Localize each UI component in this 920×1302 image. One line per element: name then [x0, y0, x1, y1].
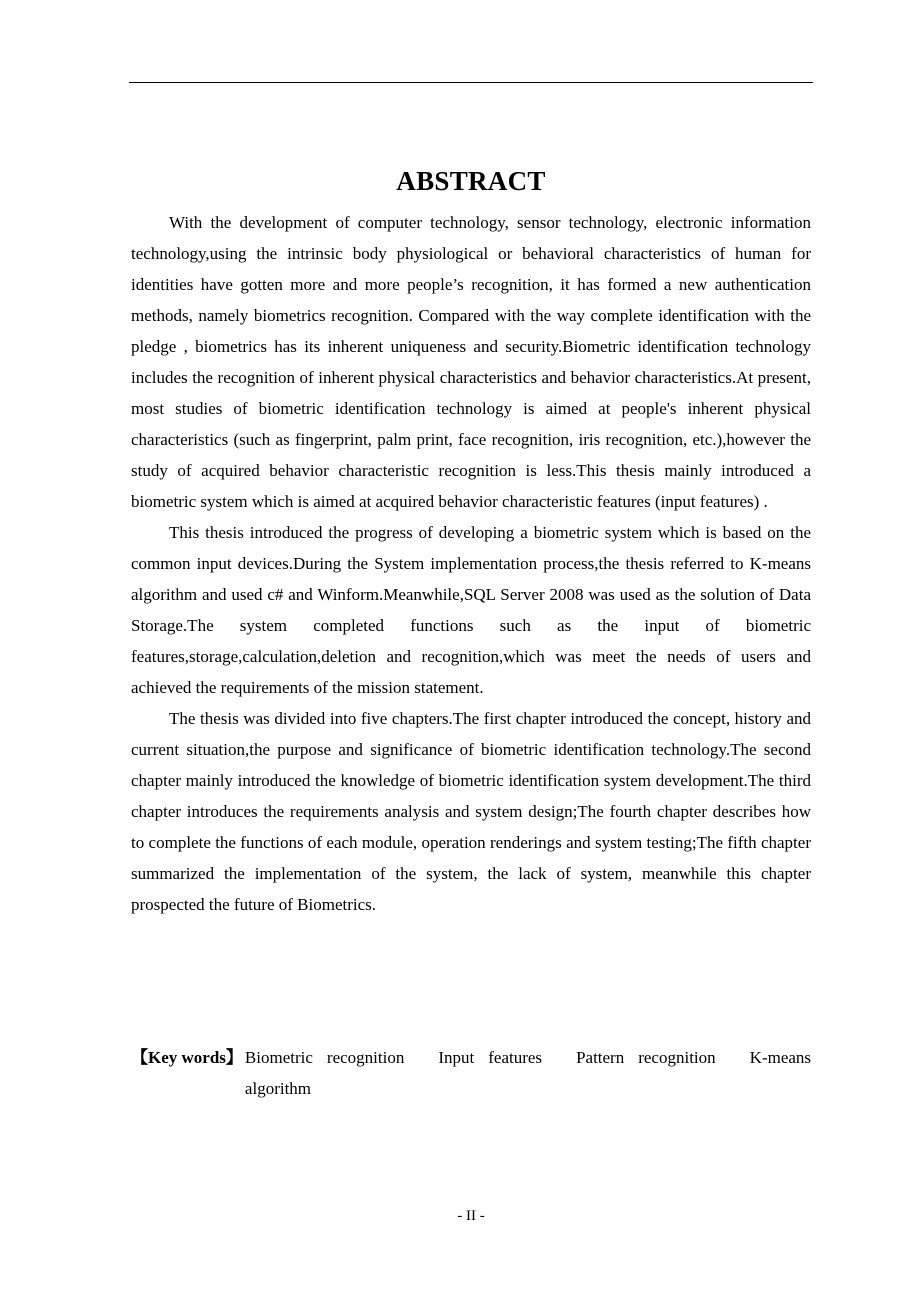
keyword-item: Pattern recognition — [576, 1048, 716, 1067]
page-title: ABSTRACT — [396, 166, 546, 196]
keyword-item: Input features — [438, 1048, 543, 1067]
abstract-paragraph-3: The thesis was divided into five chapters.The first chapter introduced the concept, history and current situation,the purpose and significance of biometric identification technology.The second chapter mainly introduced the knowledge of biometric identification system development.The third chapter introduces the requirements analysis and system design;The fourth chapter describes how to complete the functions of each module, operation renderings and system testing;The fifth chapter summarized the implementation of the system, the lack of system, meanwhile this chapter prospected the future of Biometrics. — [131, 709, 811, 914]
keyword-item: K-means algorithm — [244, 1048, 812, 1098]
keywords-list — [243, 1042, 811, 1104]
header-rule — [129, 82, 813, 83]
abstract-paragraph-1: With the development of computer technology, sensor technology, electronic information technology,using the intrinsic body physiological or behavioral characteristics of human for identities have gotten more and more people’s recognition, it has formed a new authentication methods, namely biometrics recognition. Compared with the way complete identification with the pledge , biometrics has its inherent uniqueness and security.Biometric identification technology includes the recognition of inherent physical characteristics and behavior characteristics.At present, most studies of biometric identification technology is aimed at people's inherent physical characteristics (such as fingerprint, palm print, face recognition, iris recognition, etc.),however the study of acquired behavior characteristic recognition is less.This thesis mainly introduced a biometric system which is aimed at acquired behavior characteristic features (input features) . — [131, 213, 811, 511]
abstract-paragraph-2: This thesis introduced the progress of developing a biometric system which is based on the common input devices.During the System implementation process,the thesis referred to K-means algorithm and used c# and Winform.Meanwhile,SQL Server 2008 was used as the solution of Data Storage.The system completed functions such as the input of biometric features,storage,calculation,deletion and recognition,which was meet the needs of users and achieved the requirements of the mission statement. — [131, 523, 811, 697]
page-number: - II - — [457, 1208, 485, 1224]
keyword-item: Biometric recognition — [244, 1048, 405, 1067]
abstract-body — [131, 207, 811, 920]
keywords-label: 【Key words】 — [131, 1048, 243, 1067]
keywords-section — [131, 1042, 811, 1104]
